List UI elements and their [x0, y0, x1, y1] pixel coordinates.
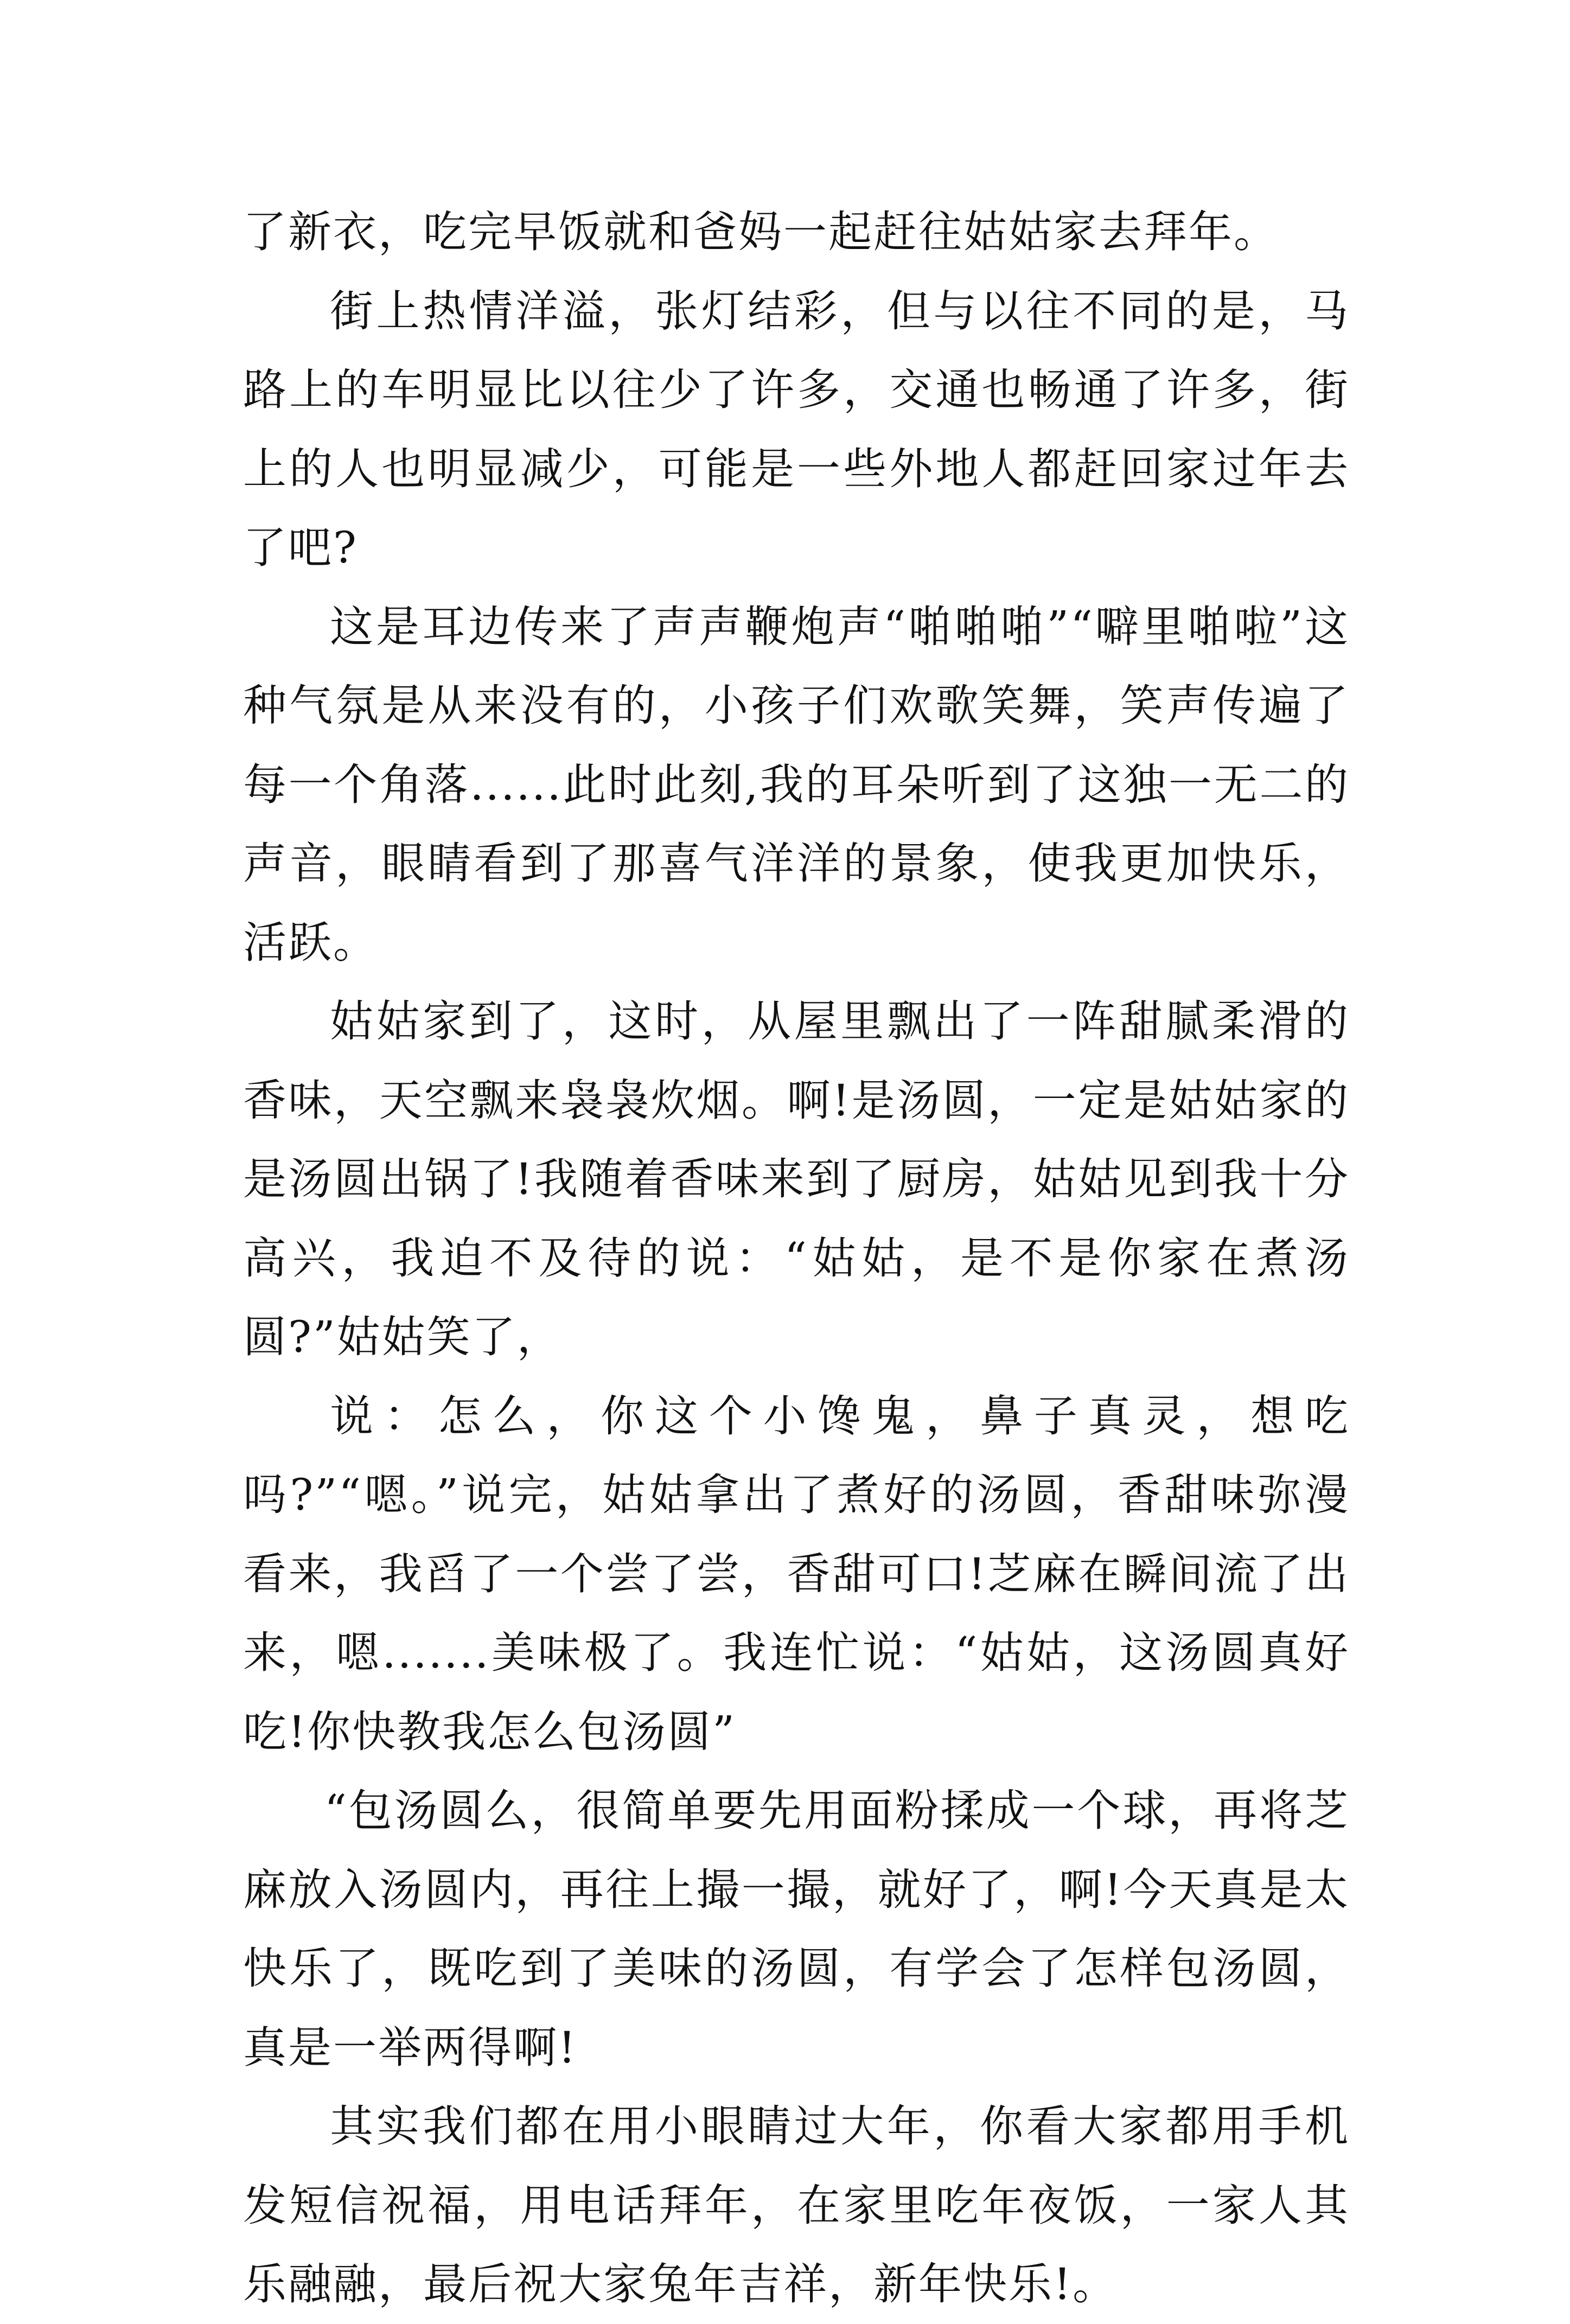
paragraph-2: 街上热情洋溢，张灯结彩，但与以往不同的是，马路上的车明显比以往少了许多，交通也畅通了许多，街上的人也明显减少，可能是一些外地人都赶回家过年去了吧?	[243, 285, 1350, 573]
paragraph-6: “包汤圆么，很简单要先用面粉揉成一个球，再将芝麻放入汤圆内，再往上撮一撮，就好了，啊!今天真是太快乐了，既吃到了美味的汤圆，有学会了怎样包汤圆，真是一举两得啊!	[243, 1785, 1350, 2073]
paragraph-3: 这是耳边传来了声声鞭炮声“啪啪啪”“噼里啪啦”这种气氛是从来没有的，小孩子们欢歌笑舞，笑声传遍了每一个角落......此时此刻,我的耳朵听到了这独一无二的声音，眼睛看到了那喜气洋洋的景象，使我更加快乐，活跃。	[243, 601, 1350, 968]
paragraph-1: 了新衣，吃完早饭就和爸妈一起赶往姑姑家去拜年。	[243, 207, 1279, 257]
paragraph-4: 姑姑家到了，这时，从屋里飘出了一阵甜腻柔滑的香味，天空飘来袅袅炊烟。啊!是汤圆，一定是姑姑家的是汤圆出锅了!我随着香味来到了厨房，姑姑见到我十分高兴，我迫不及待的说：“姑姑，是不是你家在煮汤圆?”姑姑笑了，	[243, 996, 1350, 1362]
paragraph-7: 其实我们都在用小眼睛过大年，你看大家都用手机发短信祝福，用电话拜年，在家里吃年夜饭，一家人其乐融融，最后祝大家兔年吉祥，新年快乐!。	[243, 2101, 1350, 2309]
paragraph-5: 说：怎么，你这个小馋鬼，鼻子真灵，想吃吗?”“嗯。”说完，姑姑拿出了煮好的汤圆，香甜味弥漫看来，我舀了一个尝了尝，香甜可口!芝麻在瞬间流了出来，嗯.......美味极了。我连忙说：“姑姑，这汤圆真好吃!你快教我怎么包汤圆”	[243, 1390, 1350, 1757]
essay-body	[243, 193, 1350, 2324]
